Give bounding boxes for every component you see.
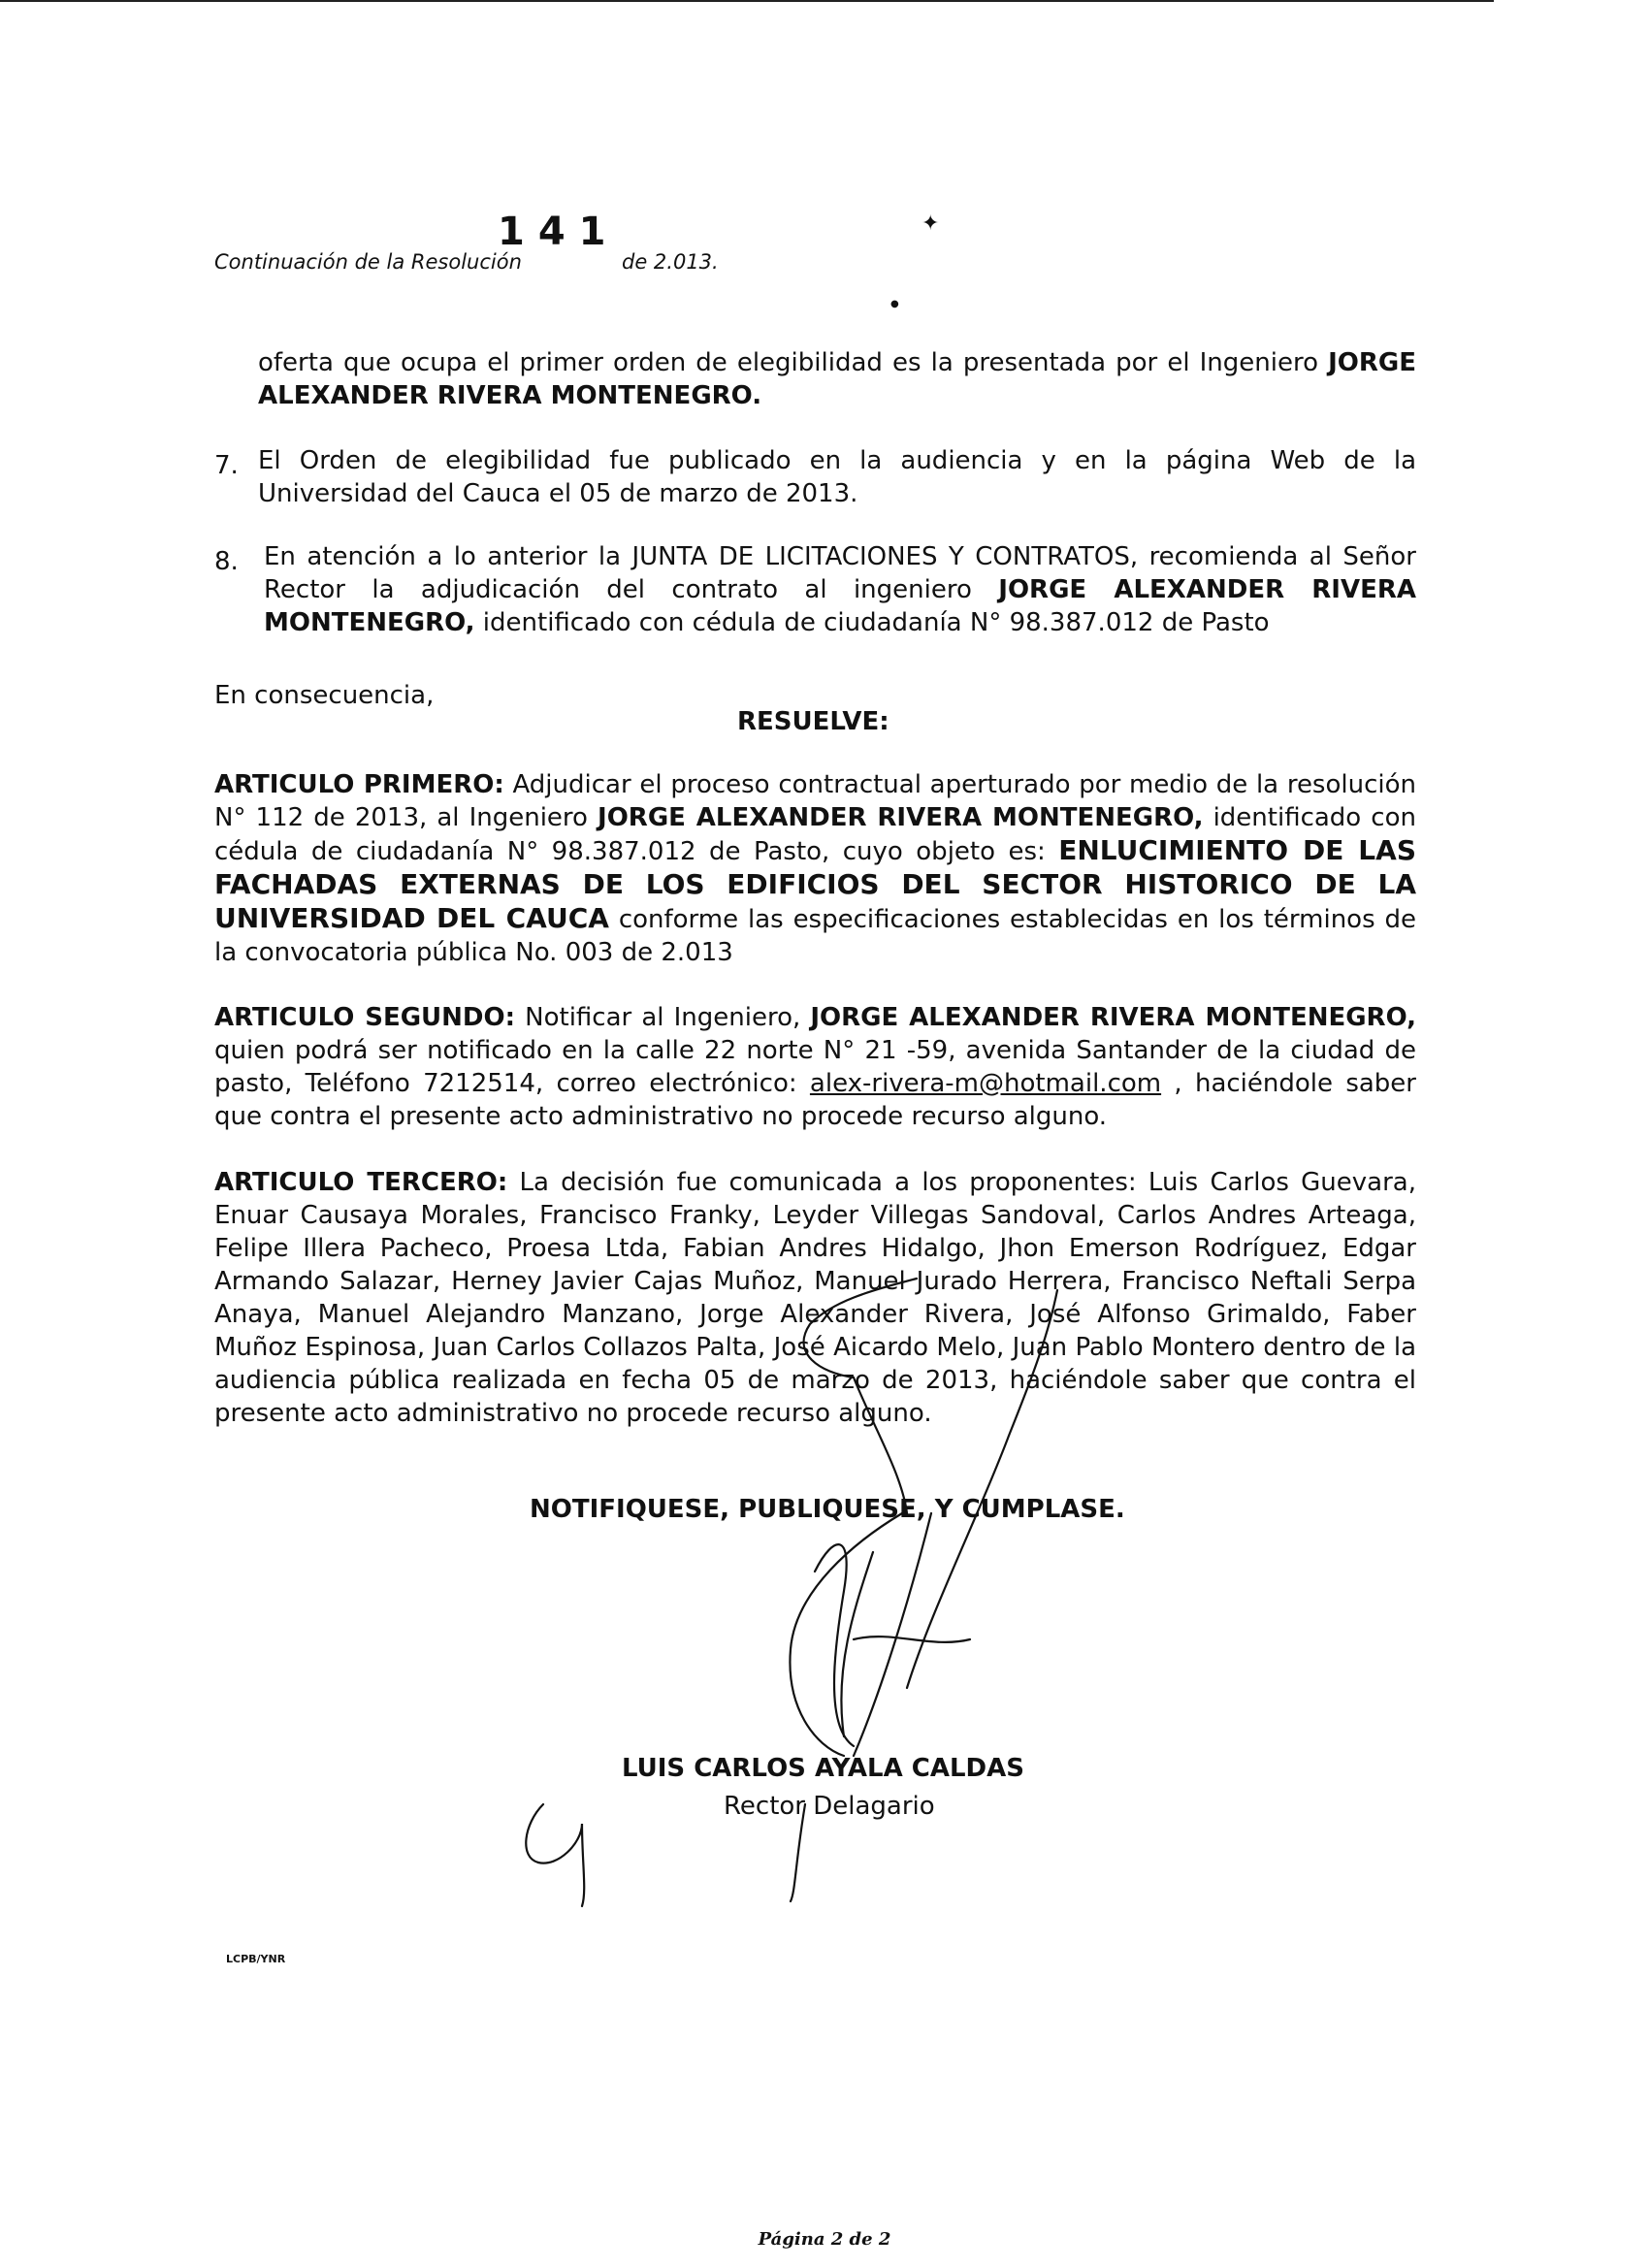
item-7-text: El Orden de elegibilidad fue publicado en la audiencia y en la página Web de la Universidad del Cauca el 05 de marzo de 2013. [258,446,1416,508]
item-8-number: 8. [214,547,239,576]
continuation-label: Continuación de la Resolución [214,250,522,274]
intro-text: oferta que ocupa el primer orden de elegibilidad es la presentada por el Ingeniero [258,348,1329,377]
initials: LCPB/YNR [226,1953,286,1965]
article-primero-label: ARTICULO PRIMERO: [214,770,504,799]
article-primero-text2: identificado con cédula de ciudadanía N° 98.387.012 de Pasto, cuyo objeto es: [214,803,1416,866]
dot-mark-icon: ● [890,299,899,309]
page-footer: Página 2 de 2 [758,2229,891,2250]
intro-engineer-name: JORGE ALEXANDER RIVERA MONTENEGRO. [258,348,1416,410]
article-primero-name: JORGE ALEXANDER RIVERA MONTENEGRO, [598,803,1204,832]
signer-name: LUIS CARLOS AYALA CALDAS [622,1754,1024,1783]
item-8-engineer-name: JORGE ALEXANDER RIVERA MONTENEGRO, [264,575,1416,637]
email-link[interactable]: alex-rivera-m@hotmail.com [809,1069,1162,1098]
resolution-year: de 2.013. [622,250,719,274]
item-8-text: En atención a lo anterior la JUNTA DE LICITACIONES Y CONTRATOS, recomienda al Señor Rector la adjudicación del contrato al ingeniero [264,542,1416,604]
contract-object: ENLUCIMIENTO DE LAS FACHADAS EXTERNAS DE LOS EDIFICIOS DEL SECTOR HISTORICO DE LA UNIVERSIDAD DEL CAUCA [214,834,1416,934]
article-tercero-text: La decisión fue comunicada a los proponentes: Luis Carlos Guevara, Enuar Causaya Morales, Francisco Franky, Leyder Villegas Sandoval, Carlos Andres Arteaga, Felipe Illera Pacheco, Proesa Ltda, Fabian Andres Hidalgo, Jhon Emerson Rodríguez, Edgar Armando Salazar, Herney Javier Cajas Muñoz, Manuel Jurado Herrera, Francisco Neftali Serpa Anaya, Manuel Alejandro Manzano, Jorge Alexander Rivera, José Alfonso Grimaldo, Faber Muñoz Espinosa, Juan Carlos Collazos Palta, José Aicardo Melo, Juan Pablo Montero dentro de la audiencia pública realizada en fecha 05 de marzo de 2013, haciéndole saber que contra el presente acto administrativo no procede recurso alguno. [214,1168,1416,1428]
article-tercero-label: ARTICULO TERCERO: [214,1168,508,1197]
item-7-number: 7. [214,451,239,480]
closing-statement: NOTIFIQUESE, PUBLIQUESE, Y CUMPLASE. [530,1495,1125,1524]
ink-mark-icon: ✦ [922,211,940,236]
article-segundo-text: Notificar al Ingeniero, [515,1003,811,1032]
article-primero-text: Adjudicar el proceso contractual aperturado por medio de la resolución N° 112 de 2013, al Ingeniero [214,770,1416,832]
article-segundo-text2: quien podrá ser notificado en la calle 22 norte N° 21 -59, avenida Santander de la ciudad de pasto, Teléfono 7212514, correo electrónico: [214,1036,1416,1098]
article-primero-text3: conforme las especificaciones establecidas en los términos de la convocatoria pública No. 003 de 2.013 [214,905,1417,967]
article-segundo-text3: , haciéndole saber que contra el presente acto administrativo no procede recurso alguno. [214,1069,1416,1131]
signer-title: Rector Delagario [724,1792,935,1821]
article-segundo-label: ARTICULO SEGUNDO: [214,1003,516,1032]
item-8-id: identificado con cédula de ciudadanía N° 98.387.012 de Pasto [474,608,1270,637]
article-segundo-name: JORGE ALEXANDER RIVERA MONTENEGRO, [810,1003,1416,1032]
consequence-text: En consecuencia, [214,681,435,710]
resolution-number: 141 [498,210,620,254]
resolve-heading: RESUELVE: [737,707,889,736]
